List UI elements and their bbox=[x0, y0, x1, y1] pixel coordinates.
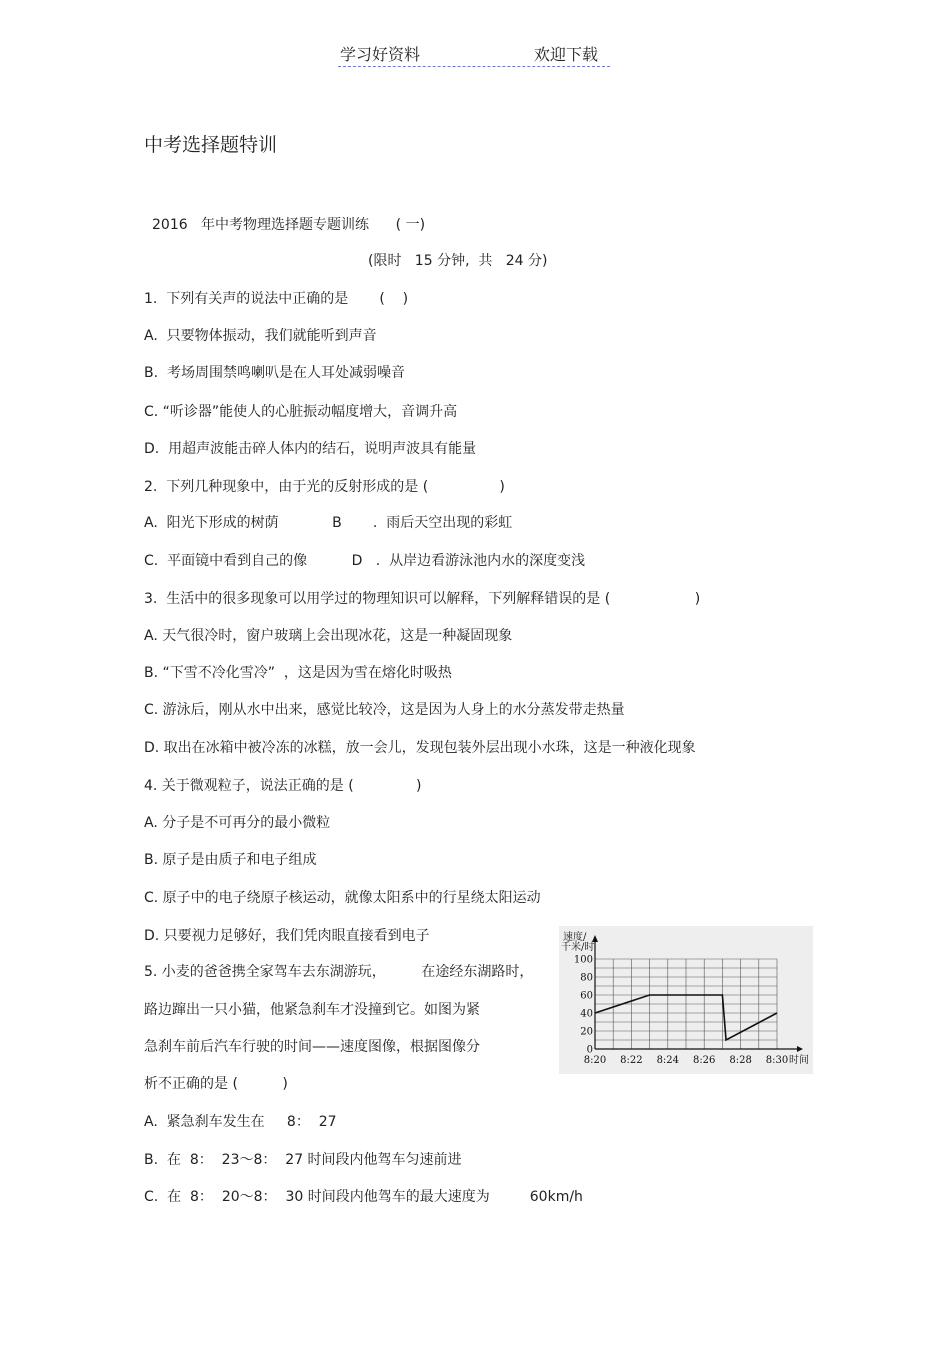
y-tick-label: 100 bbox=[573, 954, 593, 966]
page-title: 中考选择题特训 bbox=[144, 134, 278, 156]
y-tick-label: 80 bbox=[580, 972, 593, 984]
x-tick-label: 8:20 bbox=[583, 1055, 607, 1066]
q3-option-c: C. 游泳后，刚从水中出来，感觉比较冷，这是因为人身上的水分蒸发带走热量 bbox=[144, 702, 625, 718]
x-tick-label: 8:24 bbox=[656, 1055, 680, 1066]
speed-time-chart bbox=[559, 926, 813, 1074]
x-axis-arrow bbox=[797, 1046, 803, 1052]
x-axis-label: 时间 bbox=[789, 1055, 809, 1066]
q4-option-a: A. 分子是不可再分的最小微粒 bbox=[144, 815, 331, 831]
y-axis-label: 速度/ bbox=[563, 932, 587, 943]
y-axis-arrow bbox=[592, 935, 598, 942]
q1-option-c: C. “听诊器”能使人的心脏振动幅度增大，音调升高 bbox=[144, 404, 458, 420]
q4-option-c: C. 原子中的电子绕原子核运动，就像太阳系中的行星绕太阳运动 bbox=[144, 890, 541, 906]
q5-stem-line2: 路边蹿出一只小猫，他紧急刹车才没撞到它。如图为紧 bbox=[144, 1002, 480, 1018]
q1-stem: 1. 下列有关声的说法中正确的是 ( ) bbox=[144, 291, 409, 307]
header-right: 欢迎下载 bbox=[534, 45, 599, 64]
q4-option-d: D. 只要视力足够好，我们凭肉眼直接看到电子 bbox=[144, 928, 430, 944]
q4-stem: 4. 关于微观粒子，说法正确的是 ( ) bbox=[144, 778, 422, 794]
q5-stem-line3: 急刹车前后汽车行驶的时间——速度图像，根据图像分 bbox=[144, 1039, 480, 1055]
time-limit: (限时 15 分钟, 共 24 分) bbox=[368, 253, 548, 269]
section-heading: 2016 年中考物理选择题专题训练 ( 一) bbox=[152, 217, 426, 233]
x-tick-label: 8:22 bbox=[620, 1055, 643, 1066]
x-tick-label: 8:26 bbox=[692, 1055, 716, 1066]
header-left: 学习好资料 bbox=[340, 45, 421, 64]
q3-option-b: B. “下雪不冷化雪冷” ，这是因为雪在熔化时吸热 bbox=[144, 665, 452, 681]
q1-option-a: A. 只要物体振动，我们就能听到声音 bbox=[144, 328, 377, 344]
q1-option-b: B. 考场周围禁鸣喇叭是在人耳处减弱噪音 bbox=[144, 365, 405, 381]
q5-option-c: C. 在 8： 20～8： 30 时间段内他驾车的最大速度为 60km/h bbox=[144, 1189, 583, 1205]
x-tick-label: 8:28 bbox=[729, 1055, 752, 1066]
y-tick-label: 20 bbox=[580, 1026, 593, 1038]
q4-option-b: B. 原子是由质子和电子组成 bbox=[144, 852, 317, 868]
x-tick-label: 8:30 bbox=[765, 1055, 789, 1066]
q5-stem-line4: 析不正确的是 ( ) bbox=[144, 1076, 288, 1092]
page-header bbox=[338, 40, 610, 67]
q3-option-a: A. 天气很冷时，窗户玻璃上会出现冰花，这是一种凝固现象 bbox=[144, 628, 513, 644]
chart-svg bbox=[559, 926, 813, 1074]
q2-options-cd: C. 平面镜中看到自己的像 D . 从岸边看游泳池内水的深度变浅 bbox=[144, 553, 586, 569]
q1-option-d: D. 用超声波能击碎人体内的结石，说明声波具有能量 bbox=[144, 441, 477, 457]
q2-stem: 2. 下列几种现象中，由于光的反射形成的是 ( ) bbox=[144, 479, 505, 495]
y-tick-label: 0 bbox=[586, 1044, 593, 1056]
y-tick-label: 40 bbox=[580, 1008, 593, 1020]
q3-stem: 3. 生活中的很多现象可以用学过的物理知识可以解释，下列解释错误的是 ( ) bbox=[144, 591, 701, 607]
y-axis-label-unit: 千米/时 bbox=[561, 942, 595, 953]
y-tick-label: 60 bbox=[580, 990, 593, 1002]
q2-options-ab: A. 阳光下形成的树荫 B . 雨后天空出现的彩虹 bbox=[144, 515, 513, 531]
q3-option-d: D. 取出在冰箱中被冷冻的冰糕，放一会儿，发现包装外层出现小水珠，这是一种液化现象 bbox=[144, 740, 696, 756]
q5-option-b: B. 在 8： 23～8： 27 时间段内他驾车匀速前进 bbox=[144, 1152, 462, 1168]
q5-option-a: A. 紧急刹车发生在 8： 27 bbox=[144, 1114, 337, 1130]
q5-stem-line1: 5. 小麦的爸爸携全家驾车去东湖游玩， 在途经东湖路时， bbox=[144, 964, 534, 980]
